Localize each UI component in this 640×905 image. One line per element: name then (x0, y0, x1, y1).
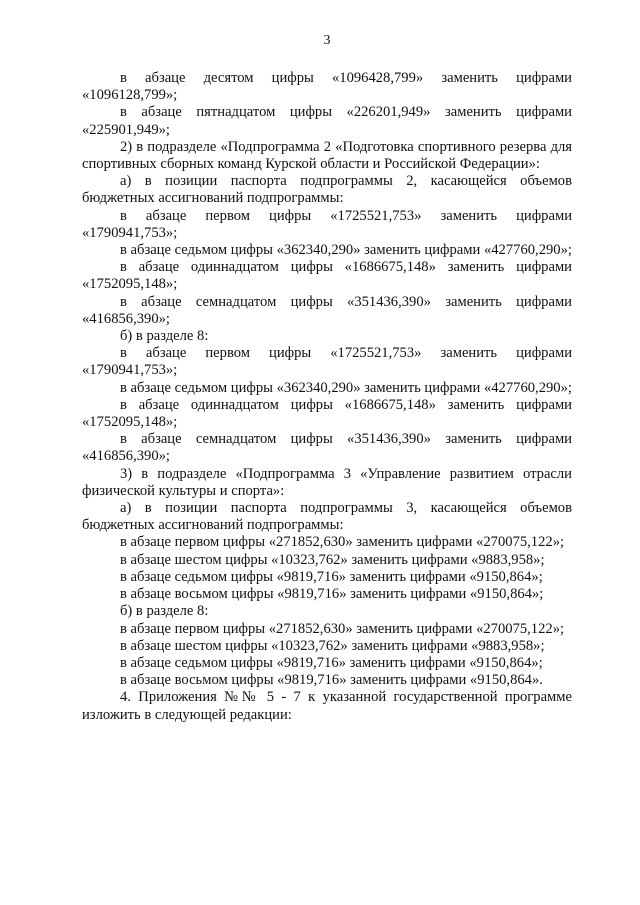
paragraph-25: 4. Приложения №№ 5 - 7 к указанной государственной программе изложить в следующей редакции: (82, 689, 572, 723)
paragraph-05: в абзаце первом цифры «1725521,753» заменить цифрами «1790941,753»; (82, 207, 572, 241)
paragraph-14: 3) в подразделе «Подпрограмма 3 «Управление развитием отрасли физической культуры и спорта»: (82, 465, 572, 499)
paragraph-18: в абзаце седьмом цифры «9819,716» заменить цифрами «9150,864»; (120, 568, 543, 585)
paragraph-13: в абзаце семнадцатом цифры «351436,390» заменить цифрами «416856,390»; (82, 431, 572, 465)
document-body (82, 70, 572, 724)
paragraph-24: в абзаце восьмом цифры «9819,716» заменить цифрами «9150,864». (120, 672, 543, 689)
paragraph-06: в абзаце седьмом цифры «362340,290» заменить цифрами «427760,290»; (120, 242, 572, 259)
paragraph-04: а) в позиции паспорта подпрограммы 2, касающейся объемов бюджетных ассигнований подпрограммы: (82, 173, 572, 207)
paragraph-21: в абзаце первом цифры «271852,630» заменить цифрами «270075,122»; (120, 620, 565, 637)
paragraph-03: 2) в подразделе «Подпрограмма 2 «Подготовка спортивного резерва для спортивных сборных команд Курской области и Российской Федерации»: (82, 138, 572, 173)
paragraph-12: в абзаце одиннадцатом цифры «1686675,148» заменить цифрами «1752095,148»; (82, 396, 572, 431)
paragraph-01: в абзаце десятом цифры «1096428,799» заменить цифрами «1096128,799»; (82, 70, 572, 104)
paragraph-09: б) в разделе 8: (120, 328, 209, 345)
paragraph-20: б) в разделе 8: (120, 603, 209, 620)
paragraph-19: в абзаце восьмом цифры «9819,716» заменить цифрами «9150,864»; (120, 586, 544, 603)
paragraph-10: в абзаце первом цифры «1725521,753» заменить цифрами «1790941,753»; (82, 345, 572, 379)
paragraph-07: в абзаце одиннадцатом цифры «1686675,148» заменить цифрами «1752095,148»; (82, 259, 572, 293)
paragraph-23: в абзаце седьмом цифры «9819,716» заменить цифрами «9150,864»; (120, 654, 543, 671)
paragraph-16: в абзаце первом цифры «271852,630» заменить цифрами «270075,122»; (120, 534, 565, 551)
paragraph-11: в абзаце седьмом цифры «362340,290» заменить цифрами «427760,290»; (120, 379, 572, 396)
paragraph-02: в абзаце пятнадцатом цифры «226201,949» заменить цифрами «225901,949»; (82, 104, 572, 138)
paragraph-15: а) в позиции паспорта подпрограммы 3, касающейся объемов бюджетных ассигнований подпрограммы: (82, 500, 572, 534)
paragraph-08: в абзаце семнадцатом цифры «351436,390» заменить цифрами «416856,390»; (82, 293, 572, 327)
paragraph-22: в абзаце шестом цифры «10323,762» заменить цифрами «9883,958»; (120, 637, 545, 654)
paragraph-17: в абзаце шестом цифры «10323,762» заменить цифрами «9883,958»; (120, 551, 545, 568)
page-number: 3 (323, 33, 331, 48)
